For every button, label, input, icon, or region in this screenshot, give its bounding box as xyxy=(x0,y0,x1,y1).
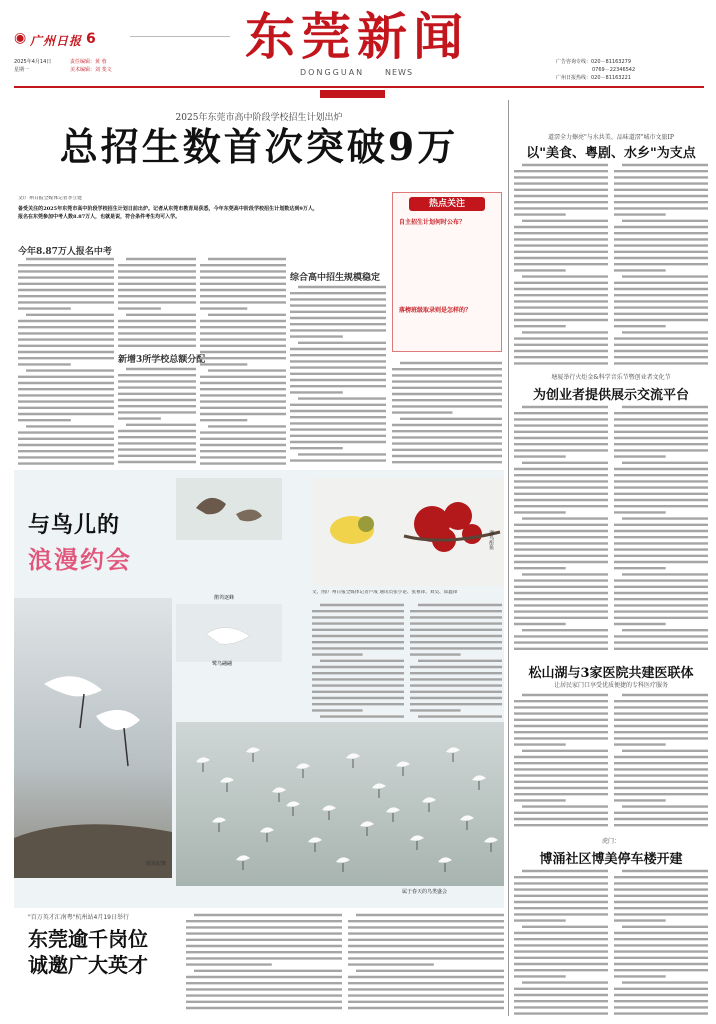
egret-mark xyxy=(372,783,386,788)
right-lower-kicker: 让居民家门口享受优质便捷的专科医疗服务 xyxy=(553,682,668,689)
lead-subhead-3: 综合高中招生规模稳定 xyxy=(290,273,381,283)
egret-mark xyxy=(260,827,274,832)
egret-mark xyxy=(386,807,400,812)
right-bottom-kicker: 虎门： xyxy=(601,838,620,845)
wagtail-photo xyxy=(176,478,282,540)
bird-title-line2: 浪漫约会 xyxy=(28,545,132,574)
photo-caption-1: 鹡鸰逐蜂 xyxy=(214,595,235,601)
lead-subhead-1: 今年8.87万人报名中考 xyxy=(18,247,112,257)
hot-topic-q1: 自主招生计划何时公布？ xyxy=(399,219,466,226)
lead-body-col-5 xyxy=(392,360,502,466)
lead-kicker: 2025年东莞市高中阶段学校招生计划出炉 xyxy=(175,113,343,123)
section-pinyin: DONGGUAN xyxy=(300,68,365,77)
right-top-body xyxy=(514,162,708,366)
top-rule xyxy=(14,86,704,88)
hotlines: 广告咨询专线：020－81163279 0769－22346542 广州日报热线：020－81163221 xyxy=(556,59,636,81)
egret-mark xyxy=(336,857,350,862)
egret-mark xyxy=(438,857,452,862)
egret-photo xyxy=(14,598,172,878)
issue-date: 2025年4月14日 星期一 xyxy=(14,59,52,73)
egret-mark xyxy=(212,817,226,822)
egret-mark xyxy=(308,837,322,842)
egret-mark xyxy=(296,763,310,768)
bird-body-text xyxy=(312,602,502,720)
bird-title-line1: 与鸟儿的 xyxy=(28,512,121,538)
photo-caption-5: 属于春天的鸟类盛会 xyxy=(402,889,448,895)
bottom-left-headline: 东莞逾千岗位 诚邀广大英才 xyxy=(28,927,148,977)
lead-body-col-4 xyxy=(290,284,386,466)
masthead-rule-left xyxy=(130,36,230,72)
lead-body-col-2a xyxy=(118,256,196,348)
lead-byline: 文/广州日报全媒体记者李立建 xyxy=(18,196,82,201)
egret-mark xyxy=(346,753,360,758)
bottom-left-kicker: "百万英才汇南粤"杭州站4月19日举行 xyxy=(28,914,129,921)
section-news: NEWS xyxy=(385,68,414,77)
hot-topic-q2: 落榜班级取录则是怎样的？ xyxy=(399,307,472,314)
lead-body-col-3 xyxy=(200,256,286,466)
lead-headline: 总招生数首次突破9万 xyxy=(59,124,459,169)
hot-topics-box xyxy=(392,192,502,352)
right-lower-headline: 松山湖与3家医院共建医联体 xyxy=(528,666,694,681)
egret-mark xyxy=(220,777,234,782)
egret-flight-photo xyxy=(176,604,282,662)
egret-mark xyxy=(472,775,486,780)
section-title: 东莞新闻 xyxy=(245,7,469,66)
egret-mark xyxy=(484,837,498,842)
right-mid-body xyxy=(514,404,708,656)
lead-subhead-2: 新增3所学校总额分配 xyxy=(118,355,206,365)
flock-photo xyxy=(176,722,504,886)
paper-logo xyxy=(14,30,100,50)
photo-caption-3: 翠鸟衔鱼 xyxy=(488,530,494,550)
lead-body-col-2b xyxy=(118,366,196,466)
right-top-kicker: 道滘全力擦亮"与水共美、品味道滘"城市文旅IP xyxy=(548,134,674,141)
paper-name: 广州日报 xyxy=(30,34,83,48)
photo-caption-4: 嬉戏起舞 xyxy=(146,861,167,867)
egret-mark xyxy=(446,747,460,752)
hot-topic-a1 xyxy=(399,227,495,301)
right-bottom-headline: 博涌社区博美停车楼开建 xyxy=(539,852,683,867)
photo-caption-2: 鹭鸟翩翩 xyxy=(212,661,233,667)
lead-body-col-1 xyxy=(18,256,114,466)
bottom-left-body xyxy=(186,912,504,1016)
egret-mark xyxy=(286,801,300,806)
hotline-bar: 报料热线 18988828435 xyxy=(320,90,385,98)
egret-mark xyxy=(422,797,436,802)
right-top-headline: 以"美食、粤剧、水乡"为支点 xyxy=(526,146,696,161)
egret-mark xyxy=(460,815,474,820)
egret-mark xyxy=(396,761,410,766)
editors: 责任编辑：黄 蓉 美术编辑：刘 斐文 xyxy=(70,59,112,73)
bird-credit: 文、图/广州日报全媒体记者卢成 通讯员张小论、张祖锋、刘昊、郑鑫锋 xyxy=(312,590,458,595)
egret-mark xyxy=(272,787,286,792)
egret-mark xyxy=(322,805,336,810)
right-bottom-body xyxy=(514,868,708,1016)
egret-mark xyxy=(196,757,210,762)
egret-mark xyxy=(360,821,374,826)
column-divider xyxy=(508,100,509,1016)
right-mid-kicker: 塘厦举行火炬金&科学音乐节暨创业者文化节 xyxy=(551,374,671,381)
right-lower-body xyxy=(514,692,708,830)
bird-flower-photo xyxy=(312,478,504,586)
right-mid-headline: 为创业者提供展示交流平台 xyxy=(532,388,689,403)
egret-mark xyxy=(410,835,424,840)
egret-mark xyxy=(246,747,260,752)
hot-topics-header: 热点关注 xyxy=(409,197,485,211)
page-number: 6 xyxy=(86,31,96,47)
logo-mark-icon: ◉ xyxy=(14,30,27,46)
egret-mark xyxy=(236,855,250,860)
lead-summary: 备受关注的2025年东莞市高中阶段学校招生计划日前出炉。记者从东莞市教育局获悉，今年东莞高中阶段学校招生计划数达到9万人，报名在东莞参加中考人数8.87万人，也就是说，符合条件考生均可入学。 xyxy=(18,206,318,220)
